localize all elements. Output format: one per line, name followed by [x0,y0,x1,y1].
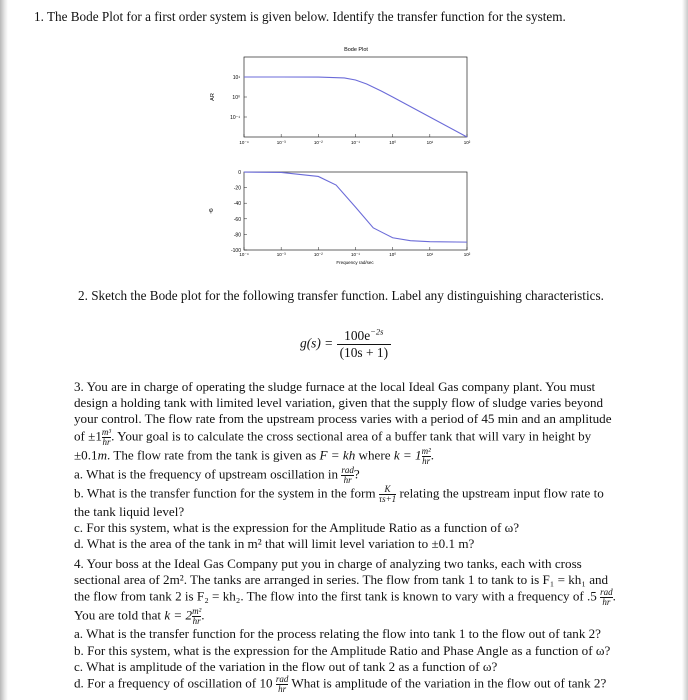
q4-line-2: sectional area of 2m². The tanks are arranged in series. The flow from tank 1 to tank to is F₁ = kh₁ and [74,572,609,588]
phase-ytick-label: -100 [230,248,241,254]
q3-l5-eq: F = kh [319,447,356,463]
q3-l4-frac-den: hr [102,436,111,447]
q3-b-form [379,485,396,504]
q4-l4b: . [201,607,205,623]
q3-flow-unit [102,428,111,447]
q4-l3-unit [600,588,613,607]
magnitude-ylabel: AR [210,93,216,101]
formula-denominator: (10s + 1) [337,344,391,361]
q3-a-frac-num: rad [341,464,354,475]
phase-ytick-label: -20 [233,185,241,192]
q4-l4-frac-den: hr [192,616,201,627]
q3-a-frac-den: hr [341,475,354,485]
phase-xtick-label: 10¹ [426,252,434,257]
magnitude-xtick-label: 10² [463,140,471,145]
q3-a-post: ? [353,466,360,482]
magnitude-xtick-label: 10⁻³ [276,140,286,145]
phase-xtick-label: 10⁻³ [276,252,286,257]
question-3 [74,379,642,552]
bode-magnitude-plot [192,40,512,152]
phase-xtick-label: 10⁻² [313,252,323,257]
q4-d-frac-den: hr [276,684,289,694]
q3-part-b [74,485,642,504]
q4-d-unit [276,675,289,694]
q4-l3-frac-num: rad [600,587,613,598]
q3-b-post: relating the upstream input flow rate to [399,485,604,501]
phase-ytick-label: -40 [233,201,241,208]
q3-a-unit [341,466,354,485]
magnitude-axes-box [244,57,467,137]
phase-ytick-label: -60 [233,216,241,223]
phase-xtick-label: 10² [463,252,471,257]
q3-l5-m: m [97,447,108,463]
magnitude-ytick-label: 10⁰ [232,95,240,101]
q4-line-4 [74,607,642,626]
q3-l4a: of ±1 [74,428,102,444]
magnitude-xtick-label: 10⁰ [389,140,397,145]
q4-l3-post: . [612,588,616,604]
q4-line-1: 4. Your boss at the Ideal Gas Company put you in charge of analyzing two tanks, each with cross [74,556,582,571]
formula-lhs: g(s) = [300,335,334,351]
q3-part-b-line-2: the tank liquid level? [74,503,185,519]
q4-part-a: a. What is the transfer function for the process relating the flow into tank 1 to the flow out of tank 2? [74,626,601,642]
q3-a-pre: a. What is the frequency of upstream oscillation in [74,466,339,482]
q3-l5-frac-den: hr [422,455,431,466]
q4-d-post: What is amplitude of the variation in the flow out of tank 2? [291,675,607,691]
q4-d-frac-num: rad [275,674,289,685]
q3-l4b: . Your goal is to calculate the cross sectional area of a buffer tank that will vary in height by [111,428,592,444]
transfer-function-equation [300,328,391,361]
phase-xtick-label: 10⁰ [389,252,397,257]
q3-line-2: design a holding tank with limited level variation, given that the supply flow of sludge varies beyond [74,395,604,411]
q3-l5c: where [358,447,391,463]
bode-phase-plot [192,164,512,268]
q4-l4-frac-num: m² [192,606,202,617]
q3-l5d: . [430,447,435,463]
q3-b-pre: b. What is the transfer function for the system in the form [74,485,376,501]
phase-ylabel: φ [209,208,213,214]
numerator-exponent: −2s [370,326,384,337]
q3-line-3: your control. The flow rate from the upstream process varies with a period of 45 min and an amplitude [74,411,612,427]
q3-b-frac-num: K [384,483,391,494]
q4-l4-k: k = 2 [164,607,193,623]
q4-line-3 [74,588,642,607]
document-page [22,0,672,700]
q4-part-c: c. What is amplitude of the variation in the flow out of tank 2 as a function of ω? [74,658,498,674]
plot-title: Bode Plot [344,47,368,53]
q3-l5-k: k = 1 [393,447,422,463]
q3-l5a: ±0.1 [74,447,98,463]
page-shadow-left [0,0,8,700]
phase-ytick-label: -80 [233,232,241,239]
magnitude-xtick-label: 10⁻¹ [351,140,360,145]
phase-ytick-label: 0 [238,170,241,176]
phase-xlabel: Frequency rad/sec [336,260,374,265]
q3-l4-frac-num: m³ [101,426,112,437]
question-4 [74,556,642,694]
phase-series-line [244,172,467,242]
q3-line-1: 3. You are in charge of operating the sludge furnace at the local Ideal Gas company plant. You must [74,379,596,394]
q3-line-5 [74,447,642,466]
page-shadow-right [682,0,688,700]
q3-l5-frac-num: m² [421,445,431,456]
magnitude-ytick-label: 10¹ [232,75,240,81]
question-2: 2. Sketch the Bode plot for the following transfer function. Label any distinguishing characteristics. [78,288,604,303]
q4-k-unit [192,607,201,626]
q4-l3-text: the flow from tank 2 is F₂ = kh₂. The flow into the first tank is known to vary with a frequency of .5 [74,588,597,604]
q3-l5b: . The flow rate from the tank is given as [107,447,317,463]
q4-part-b: b. For this system, what is the expression for the Amplitude Ratio and Phase Angle as a function of ω? [74,642,611,658]
magnitude-xtick-label: 10¹ [426,140,434,145]
question-1: 1. The Bode Plot for a first order system is given below. Identify the transfer function for the system. [34,9,566,24]
phase-xtick-label: 10⁻⁴ [239,252,249,257]
q4-part-d [74,675,642,694]
magnitude-ytick-label: 10⁻¹ [230,115,240,121]
q3-line-4 [74,428,642,447]
phase-axes-box [244,172,467,250]
magnitude-series-line [244,77,467,137]
magnitude-xtick-label: 10⁻² [313,140,323,145]
formula-numerator [337,328,391,344]
q3-part-d: d. What is the area of the tank in m² that will limit level variation to ±0.1 m? [74,536,475,552]
q3-k-unit [422,447,431,466]
q4-l3-frac-den: hr [600,597,613,607]
formula-fraction [337,328,391,361]
q3-part-c: c. For this system, what is the expression for the Amplitude Ratio as a function of ω? [74,519,520,535]
q3-part-a [74,466,642,485]
phase-xtick-label: 10⁻¹ [351,252,360,257]
q4-l4a: You are told that [74,607,162,623]
q4-d-pre: d. For a frequency of oscillation of 10 [74,675,273,691]
q3-b-frac-den: τs+1 [378,493,397,504]
magnitude-xtick-label: 10⁻⁴ [239,140,249,145]
numerator-text: 100e [344,328,371,343]
